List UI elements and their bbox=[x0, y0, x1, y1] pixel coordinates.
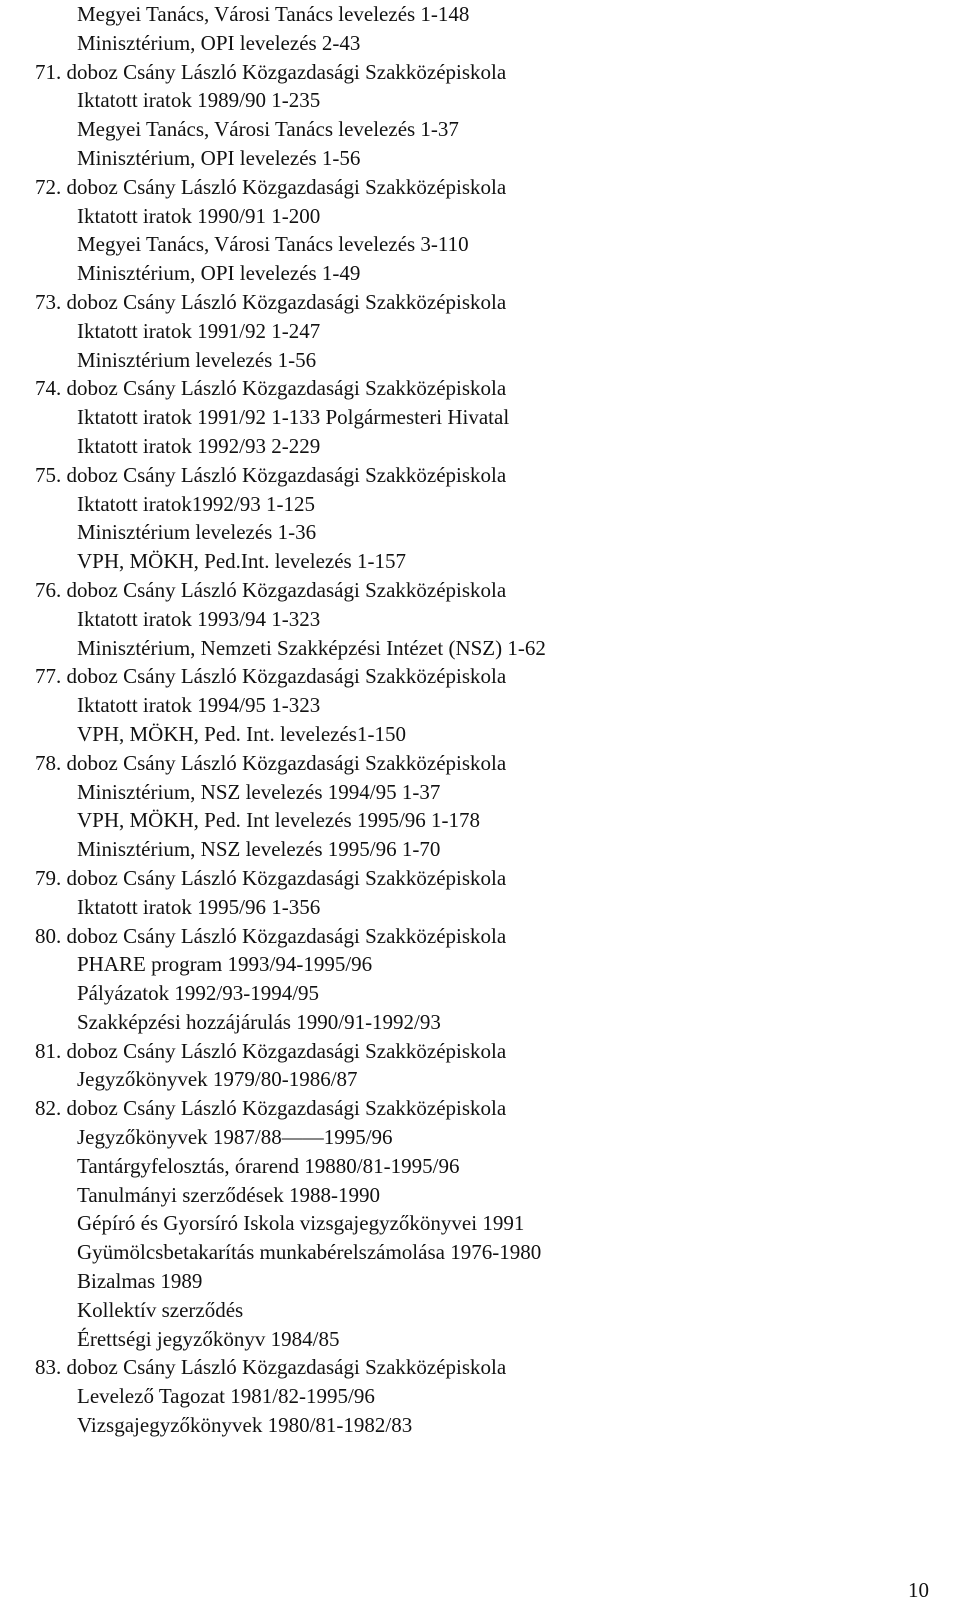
box-heading: 73. doboz Csány László Közgazdasági Szakközépiskola bbox=[35, 289, 507, 314]
entry-line: Levelező Tagozat 1981/82-1995/96 bbox=[77, 1384, 375, 1409]
entry-line: Megyei Tanács, Városi Tanács levelezés 3-110 bbox=[77, 232, 469, 257]
entry-line: Pályázatok 1992/93-1994/95 bbox=[77, 981, 320, 1006]
box-heading: 79. doboz Csány László Közgazdasági Szakközépiskola bbox=[35, 865, 507, 890]
document-body bbox=[35, 0, 935, 1440]
box-heading: 75. doboz Csány László Közgazdasági Szakközépiskola bbox=[35, 462, 507, 487]
entry-line: VPH, MÖKH, Ped. Int. levelezés1-150 bbox=[77, 721, 406, 746]
entry-line: Iktatott iratok 1989/90 1-235 bbox=[77, 88, 321, 113]
box-heading: 74. doboz Csány László Közgazdasági Szakközépiskola bbox=[35, 376, 507, 401]
entry-line: Minisztérium, OPI levelezés 1-49 bbox=[77, 261, 361, 286]
entry-line: VPH, MÖKH, Ped. Int levelezés 1995/96 1-178 bbox=[77, 808, 481, 833]
entry-line: Minisztérium levelezés 1-36 bbox=[77, 520, 317, 545]
entry-line: VPH, MÖKH, Ped.Int. levelezés 1-157 bbox=[77, 549, 406, 574]
entry-line: Iktatott iratok1992/93 1-125 bbox=[77, 491, 315, 516]
entry-line: Kollektív szerződés bbox=[77, 1297, 244, 1322]
entry-line: Iktatott iratok 1995/96 1-356 bbox=[77, 894, 321, 919]
entry-line: Minisztérium, Nemzeti Szakképzési Intézet (NSZ) 1-62 bbox=[77, 635, 546, 660]
entry-line: Iktatott iratok 1990/91 1-200 bbox=[77, 203, 321, 228]
entry-line: Minisztérium, NSZ levelezés 1995/96 1-70 bbox=[77, 837, 441, 862]
entry-line: Iktatott iratok 1994/95 1-323 bbox=[77, 693, 321, 718]
entry-line: Minisztérium levelezés 1-56 bbox=[77, 347, 317, 372]
entry-line: Iktatott iratok 1991/92 1-133 Polgármesteri Hivatal bbox=[77, 405, 510, 430]
entry-line: Iktatott iratok 1993/94 1-323 bbox=[77, 606, 321, 631]
box-heading: 72. doboz Csány László Közgazdasági Szakközépiskola bbox=[35, 174, 507, 199]
entry-line: Tantárgyfelosztás, órarend 19880/81-1995/96 bbox=[77, 1153, 460, 1178]
entry-line: Tanulmányi szerződések 1988-1990 bbox=[77, 1182, 380, 1207]
box-heading: 78. doboz Csány László Közgazdasági Szakközépiskola bbox=[35, 750, 507, 775]
box-heading: 77. doboz Csány László Közgazdasági Szakközépiskola bbox=[35, 664, 507, 689]
entry-line: Jegyzőkönyvek 1979/80-1986/87 bbox=[77, 1067, 358, 1092]
box-heading: 76. doboz Csány László Közgazdasági Szakközépiskola bbox=[35, 577, 507, 602]
entry-line: PHARE program 1993/94-1995/96 bbox=[77, 952, 373, 977]
entry-line: Megyei Tanács, Városi Tanács levelezés 1-37 bbox=[77, 117, 459, 142]
entry-line: Bizalmas 1989 bbox=[77, 1269, 203, 1294]
entry-line: Gyümölcsbetakarítás munkabérelszámolása 1976-1980 bbox=[77, 1240, 542, 1265]
entry-line: Szakképzési hozzájárulás 1990/91-1992/93 bbox=[77, 1009, 441, 1034]
entry-line: Megyei Tanács, Városi Tanács levelezés 1-148 bbox=[77, 2, 470, 26]
box-heading: 71. doboz Csány László Közgazdasági Szakközépiskola bbox=[35, 59, 507, 84]
entry-line: Jegyzőkönyvek 1987/88——1995/96 bbox=[77, 1125, 393, 1150]
entry-line: Gépíró és Gyorsíró Iskola vizsgajegyzőkönyvei 1991 bbox=[77, 1211, 525, 1236]
entry-line: Minisztérium, OPI levelezés 2-43 bbox=[77, 30, 361, 55]
entry-line: Iktatott iratok 1992/93 2-229 bbox=[77, 433, 321, 458]
box-heading: 80. doboz Csány László Közgazdasági Szakközépiskola bbox=[35, 923, 507, 948]
entry-line: Érettségi jegyzőkönyv 1984/85 bbox=[77, 1326, 340, 1351]
entry-line: Iktatott iratok 1991/92 1-247 bbox=[77, 318, 321, 343]
entry-line: Minisztérium, OPI levelezés 1-56 bbox=[77, 145, 361, 170]
page-number: 10 bbox=[908, 1578, 929, 1602]
entry-line: Vizsgajegyzőkönyvek 1980/81-1982/83 bbox=[77, 1413, 413, 1438]
entry-line: Minisztérium, NSZ levelezés 1994/95 1-37 bbox=[77, 779, 441, 804]
box-heading: 83. doboz Csány László Közgazdasági Szakközépiskola bbox=[35, 1355, 507, 1380]
box-heading: 81. doboz Csány László Közgazdasági Szakközépiskola bbox=[35, 1038, 507, 1063]
box-heading: 82. doboz Csány László Közgazdasági Szakközépiskola bbox=[35, 1096, 507, 1121]
